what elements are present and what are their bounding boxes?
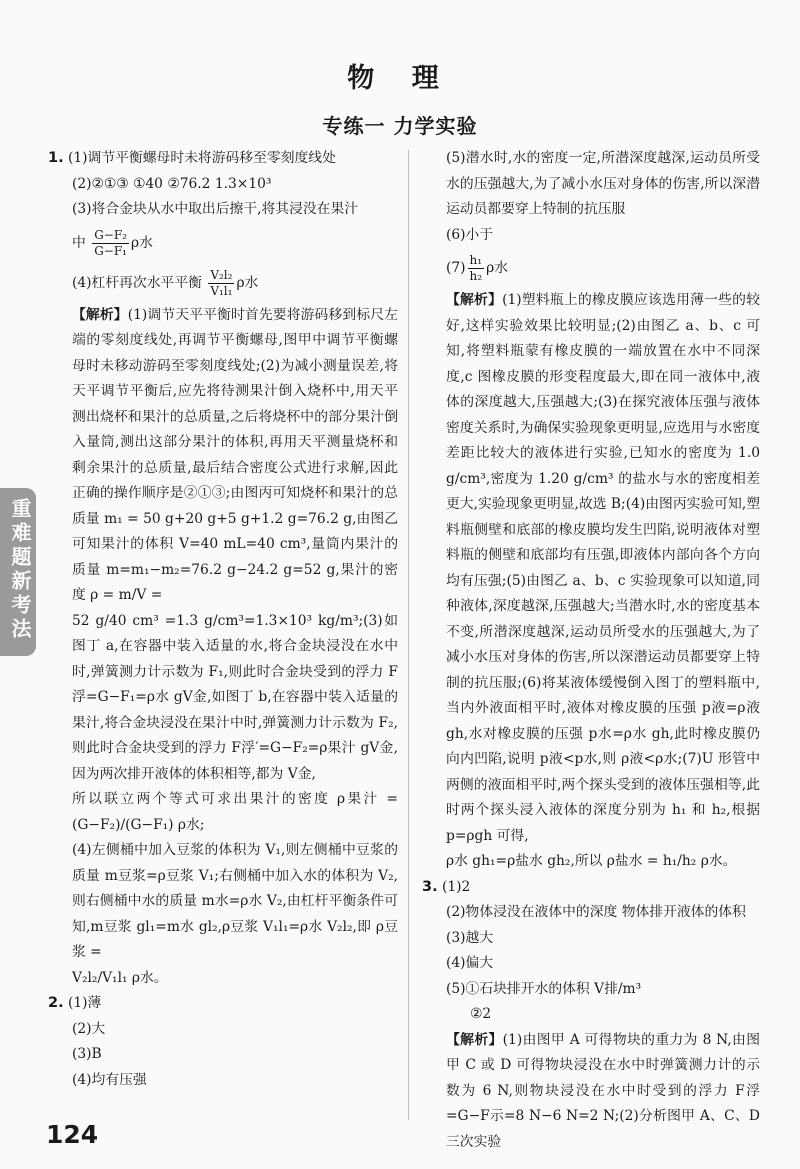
q1-answer-1: 1. (1)调节平衡螺母时未将游码移至零刻度线处 (48, 150, 336, 166)
q2-answer-7: (7) $\frac{\text{h₁}}{\text{h₂}}$ ρ水 (446, 253, 509, 283)
analysis-1c: 所以联立两个等式可求出果汁的密度 ρ果汁 = (G−F₂)/(G−F₁) ρ水; (72, 791, 398, 833)
q3-answer-3: (3)越大 (446, 929, 494, 946)
column-divider (408, 150, 409, 1120)
left-column (48, 146, 398, 1093)
q2-answer-6: (6)小于 (446, 226, 494, 243)
q1-answer-3: (3)将合金块从水中取出后擦干,将其浸没在果汁 (72, 201, 359, 217)
q1-answer-4: (4)杠杆再次水平平衡 $\frac{\text{V₂l₂}}{\text{V₁l₁}}$ ρ水 (72, 267, 259, 298)
analysis-2: 【解析】(1)塑料瓶上的橡皮膜应该选用薄一些的较好,这样实验效果比较明显;(2)由图乙 a、b、c 可知,将塑料瓶蒙有橡皮膜的一端放置在水中不同深度,c 图橡皮膜的形变程度最大,即在同一液体中,液体的深度越大,压强越大;(3)在探究液体压强与液体密度关系时,为确保实验现象更明显,应选用与水密度差距比较大的液体进行实验,已知水的密度为 1.0 g/cm³,密度为 1.20 g/cm³ 的盐水与水的密度相差更大,实验现象更明显,故选 B;(4)由图丙实验可知,塑料瓶侧壁和底部的橡皮膜均发生凹陷,说明液体对塑料瓶的侧壁和底部均有压强,即液体内部向各个方向均有压强;(5)由图乙 a、b、c 实验现象可以知道,同种液体,深度越深,压强越大;当潜水时,水的密度基本不变,所潜深度越深,运动员所受水的压强越大,为了减小水压对身体的伤害,所以深潜运动员都要穿上特制的抗压服;(6)将某液体缓慢倒入图丁的塑料瓶中,当内外液面相平时,液体对橡皮膜的压强 p液=ρ液 gh,水对橡皮膜的压强 p水=ρ水 gh,此时橡皮膜仍向内凹陷,说明 p液<p水,则 ρ液<ρ水;(7)U 形管中两侧的液面相平时,两个探头受到的液体压强相等,此时两个探头浸入液体的深度分别为 h₁ 和 h₂,根据 p=ρgh 可得, (446, 292, 761, 844)
question-number: 3. (422, 878, 438, 895)
analysis-1e: V₂l₂/V₁l₁ ρ水。 (72, 969, 168, 986)
analysis-3: 【解析】(1)由图甲 A 可得物块的重力为 8 N,由图甲 C 或 D 可得物块浸没在水中时弹簧测力计的示数为 6 N,则物块浸没在水中时受到的浮力 F浮=G−F示=8 N−6 N=2 N;(2)分析图甲 A、C、D 三次实验 (446, 1031, 761, 1150)
page-number: 124 (46, 1120, 99, 1149)
analysis-1: 【解析】(1)调节天平平衡时首先要将游码移到标尺左端的零刻度线处,再调节平衡螺母,图甲中调节平衡螺母时未移动游码至零刻度线处;(2)为减小测量误差,将天平调节平衡后,应先将待测果汁倒入烧杯中,用天平测出烧杯和果汁的总质量,之后将烧杯中的部分果汁倒入量筒,测出这部分果汁的体积,再用天平测量烧杯和剩余果汁的总质量,最后结合密度公式进行求解,因此正确的操作顺序是②①③;由图丙可知烧杯和果汁的总质量 m₁ = 50 g+20 g+5 g+1.2 g=76.2 g,由图乙可知果汁的体积 V=40 mL=40 cm³,量筒内果汁的质量 m=m₁−m₂=76.2 g−24.2 g=52 g,果汁的密度 ρ = m/V = (72, 306, 398, 603)
q3-answer-5: (5)①石块排开水的体积 V排/m³ (446, 980, 642, 997)
q3-answer-4: (4)偏大 (446, 955, 494, 971)
side-tab (0, 488, 36, 656)
q1-answer-2: (2)②①③ ①40 ②76.2 1.3×10³ (72, 175, 272, 192)
question-number: 1. (48, 150, 64, 166)
analysis-2b: ρ水 gh₁=ρ盐水 gh₂,所以 ρ盐水 = h₁/h₂ ρ水。 (446, 853, 737, 869)
fraction: $\frac{\text{h₁}}{\text{h₂}}$ (469, 253, 483, 283)
side-tab-label: 重难题新考法 (8, 498, 32, 642)
q3-answer-6: ②2 (470, 1006, 492, 1022)
q2-answer-5: (5)潜水时,水的密度一定,所潜深度越深,运动员所受水的压强越大,为了减小水压对身体的伤害,所以深潜运动员都要穿上特制的抗压服 (446, 150, 760, 217)
fraction: $\frac{\text{G−F₂}}{\text{G−F₁}}$ (94, 227, 127, 258)
fraction: $\frac{\text{V₂l₂}}{\text{V₁l₁}}$ (210, 267, 233, 298)
q2-answer-3: (3)B (72, 1046, 102, 1062)
q3-answer-1: 3. (1)2 (422, 878, 471, 895)
q2-answer-1: 2. (1)薄 (48, 995, 102, 1011)
page-title: 物 理 (347, 63, 453, 94)
question-number: 2. (48, 995, 64, 1011)
q3-answer-2: (2)物体浸没在液体中的深度 物体排开液体的体积 (446, 904, 746, 920)
analysis-1b: 52 g/40 cm³ =1.3 g/cm³=1.3×10³ kg/m³;(3)如图丁 a,在容器中装入适量的水,将合金块浸没在水中时,弹簧测力计示数为 F₁,则此时合金块受到的浮力 F浮=G−F₁=ρ水 gV金,如图丁 b,在容器中装入适量的果汁,将合金块浸没在果汁中时,弹簧测力计示数为 F₂,则此时合金块受到的浮力 F浮′=G−F₂=ρ果汁 gV金,因为两次排开液体的体积相等,都为 V金, (72, 612, 398, 782)
right-column (422, 146, 760, 1155)
q2-answer-4: (4)均有压强 (72, 1071, 147, 1088)
analysis-1d: (4)左侧桶中加入豆浆的体积为 V₁,则左侧桶中豆浆的质量 m豆浆=ρ豆浆 V₁;右侧桶中加入水的体积为 V₂,则右侧桶中水的质量 m水=ρ水 V₂,由杠杆平衡条件可知,m豆浆 gl₁=m水 gl₂,ρ豆浆 V₁l₁=ρ水 V₂l₂,即 ρ豆浆 = (72, 842, 398, 960)
q1-answer-3b: 中 $\frac{\text{G−F₂}}{\text{G−F₁}}$ ρ水 (72, 227, 153, 258)
q2-answer-2: (2)大 (72, 1020, 106, 1037)
section-subtitle: 专练一 力学实验 (322, 114, 478, 138)
